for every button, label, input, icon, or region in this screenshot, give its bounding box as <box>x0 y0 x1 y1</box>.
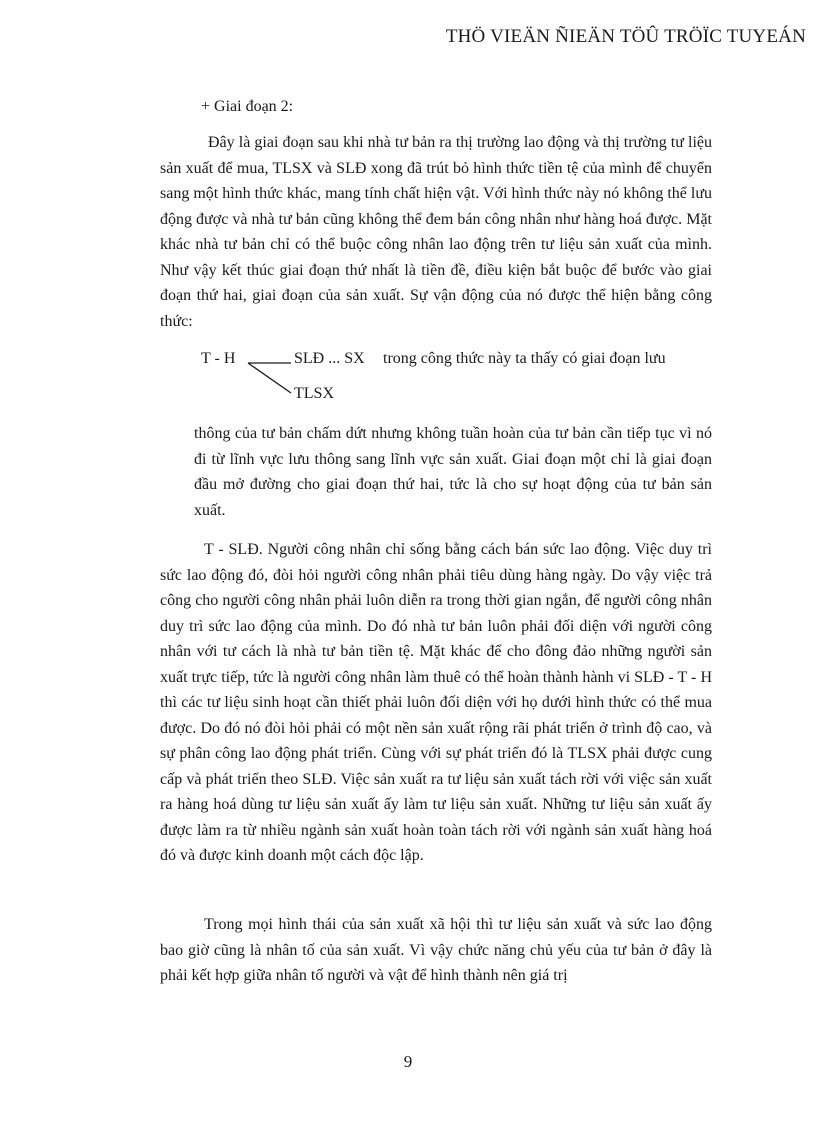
formula-upper: SLĐ ... SX <box>294 350 365 367</box>
formula-lower-branch <box>248 363 291 393</box>
paragraph-labor-power <box>160 537 712 869</box>
stage-label: + Giai đoạn 2: <box>201 98 294 115</box>
formula-diagram <box>201 350 721 410</box>
formula-trailing-text: trong công thức này ta thấy có giai đoạn lưu <box>383 350 666 367</box>
paragraph-text: Trong mọi hình thái của sản xuất xã hội thì tư liệu sản xuất và sức lao động bao giờ cũng là nhân tố của sản xuất. Vì vậy chức năng chủ yếu của tư bản ở đây là phải kết hợp giữa nhân tố người và vật để hình thành nên giá trị <box>160 916 712 984</box>
paragraph-stage-description <box>160 130 712 334</box>
paragraph-text: T - SLĐ. Người công nhân chỉ sống bằng cách bán sức lao động. Việc duy trì sức lao động đó, đòi hỏi người công nhân phải tiêu dùng hàng ngày. Do vậy việc trả công cho người công nhân phải luôn diễn ra trong thời gian ngắn, để người công nhân duy trì sức lao động của mình. Do đó nhà tư bản luôn phải đối diện với người công nhân với tư cách là nhà tư bản tiền tệ. Mặt khác để cho đông đảo những người sản xuất trực tiếp, tức là người công nhân làm thuê có thể hoàn thành hành vi SLĐ - T - H thì các tư liệu sinh hoạt cần thiết phải luôn đối diện với họ dưới hình thức có thể mua được. Do đó nó đòi hỏi phải có một nền sản xuất rộng rãi phát triển ở trình độ cao, và sự phân công lao động phát triển. Cùng với sự phát triển đó là TLSX phải được cung cấp và phát triển theo SLĐ. Việc sản xuất ra tư liệu sản xuất tách rời với việc sản xuất ra hàng hoá dùng tư liệu sản xuất ấy làm tư liệu sản xuất. Những tư liệu sản xuất ấy được làm ra từ nhiều ngành sản xuất hoàn toàn tách rời với ngành sản xuất hàng hoá đó và được kinh doanh một cách độc lập. <box>160 541 712 864</box>
paragraph-text: Đây là giai đoạn sau khi nhà tư bản ra thị trường lao động và thị trường tư liệu sản xuất để mua, TLSX và SLĐ xong đã trút bỏ hình thức tiền tệ của mình để chuyển sang một hình thức khác, mang tính chất hiện vật. Với hình thức này nó không thể lưu động được và nhà tư bản cũng không thể đem bán công nhân như hàng hoá được. Mặt khác nhà tư bản chỉ có thể buộc công nhân lao động trên tư liệu sản xuất của mình. Như vậy kết thúc giai đoạn thứ nhất là tiền đề, điều kiện bắt buộc để bước vào giai đoạn thứ hai, giai đoạn của sản xuất. Sự vận động của nó được thể hiện bằng công thức: <box>160 134 712 330</box>
page-header: THÖ VIEÄN ÑIEÄN TÖÛ TRÖÏC TUYEÁN <box>445 26 806 47</box>
page-number: 9 <box>403 1052 413 1071</box>
paragraph-production-factors <box>160 912 712 989</box>
formula-left: T - H <box>201 350 236 367</box>
formula-lower: TLSX <box>294 385 334 402</box>
paragraph-circulation <box>194 421 712 523</box>
paragraph-text: thông của tư bản chấm dứt nhưng không tuần hoàn của tư bản cần tiếp tục vì nó đi từ lĩnh vực lưu thông sang lĩnh vực sản xuất. Giai đoạn một chỉ là giai đoạn đầu mở đường cho giai đoạn thứ hai, tức là cho sự hoạt động của tư bản sản xuất. <box>194 425 712 519</box>
